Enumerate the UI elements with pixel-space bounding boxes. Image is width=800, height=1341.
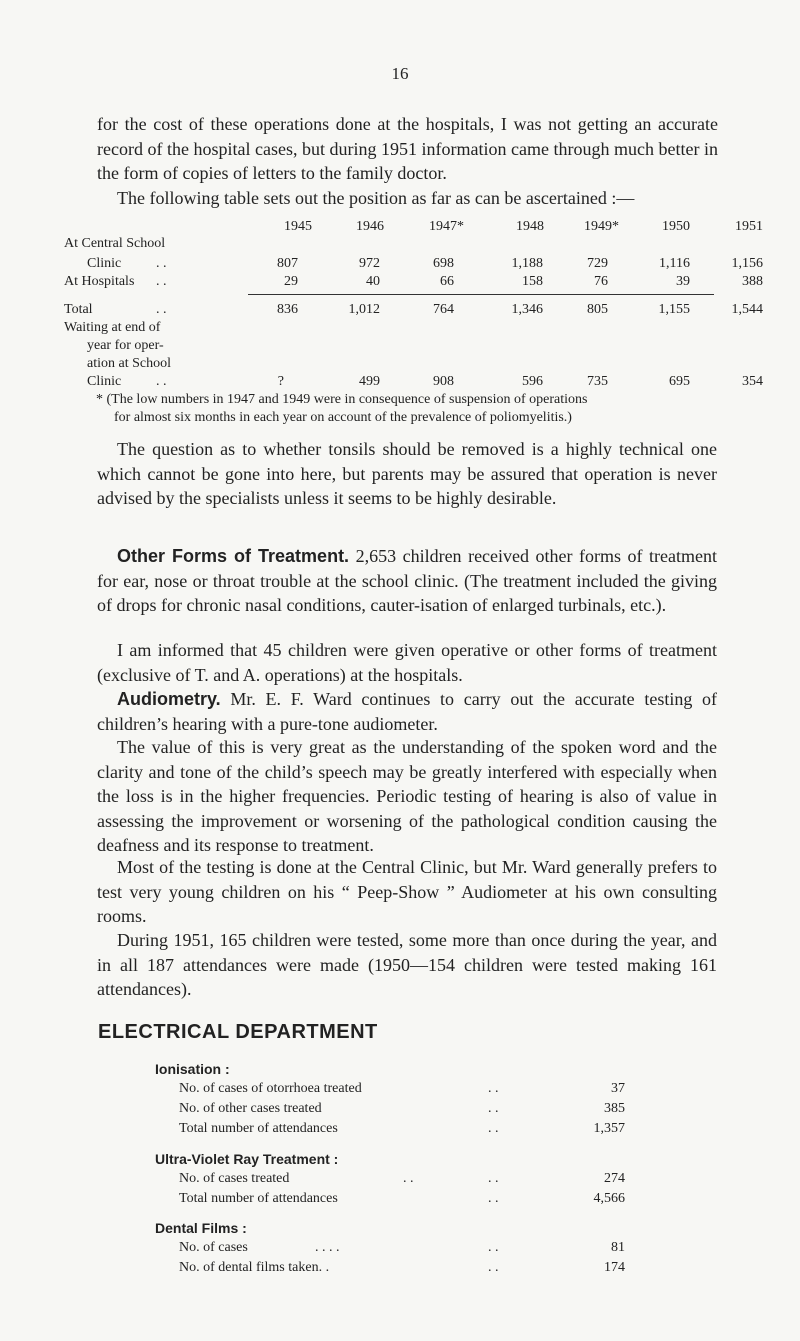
footnote-line: for almost six months in each year on account of the prevalence of poliomyelitis.) <box>114 410 572 425</box>
table-cell: 698 <box>433 256 454 271</box>
table-row-total <box>64 302 763 320</box>
table-divider <box>248 294 714 295</box>
testing-paragraph: Most of the testing is done at the Central Clinic, but Mr. Ward generally prefers to test very young children on his “ Peep-Show ” Audiometer at his own consulting rooms. <box>97 857 717 926</box>
stat-label: No. of cases <box>179 1240 248 1255</box>
row-label: Waiting at end of <box>64 320 161 335</box>
table-cell: 1,012 <box>348 302 380 317</box>
table-row-label <box>64 236 714 254</box>
audiometry-heading: Audiometry. <box>117 689 221 709</box>
stat-row <box>155 1260 625 1280</box>
year-header: 1946 <box>356 219 384 234</box>
stat-dots: . . . . <box>315 1240 340 1255</box>
year-header: 1951 <box>735 219 763 234</box>
ionisation-heading: Ionisation : <box>155 1061 230 1077</box>
electrical-stats <box>155 1061 625 1341</box>
stat-dots: . . <box>488 1240 499 1255</box>
table-cell: ? <box>277 374 284 389</box>
stat-value: 174 <box>604 1260 625 1275</box>
stat-label: No. of cases of otorrhoea treated <box>179 1081 362 1096</box>
stat-label: Total number of attendances <box>179 1121 338 1136</box>
table-cell: 354 <box>742 374 763 389</box>
table-row-label <box>64 356 714 374</box>
stat-dots: . . <box>488 1171 499 1186</box>
row-label: At Hospitals <box>64 274 135 289</box>
table-cell: 836 <box>277 302 298 317</box>
table-cell: 39 <box>676 274 690 289</box>
other-forms-paragraph <box>97 544 717 618</box>
stat-value: 1,357 <box>593 1121 625 1136</box>
year-header: 1950 <box>662 219 690 234</box>
stat-value: 81 <box>611 1240 625 1255</box>
table-cell: 1,544 <box>731 302 763 317</box>
audiometry-paragraph <box>97 687 717 736</box>
year-header: 1949* <box>584 219 619 234</box>
table-row-waiting <box>64 374 763 392</box>
table-cell: 29 <box>284 274 298 289</box>
table-cell: 158 <box>522 274 543 289</box>
row-label: ation at School <box>87 356 171 371</box>
table-footnote <box>96 391 720 427</box>
row-label: Clinic <box>87 374 122 389</box>
row-label: At Central School <box>64 236 166 251</box>
stat-dots: . . <box>488 1191 499 1206</box>
year-header: 1945 <box>284 219 312 234</box>
audiometry-text: Mr. E. F. Ward continues to carry out the accurate testing of children’s hearing with a pure-tone audiometer. <box>97 689 718 734</box>
table-cell: 805 <box>587 302 608 317</box>
stat-label: No. of cases treated <box>179 1171 290 1186</box>
stat-label: No. of other cases treated <box>179 1101 322 1116</box>
row-dots: . . <box>156 374 167 389</box>
table-cell: 807 <box>277 256 298 271</box>
stat-value: 4,566 <box>593 1191 625 1206</box>
table-cell: 1,155 <box>658 302 690 317</box>
table-cell: 499 <box>359 374 380 389</box>
table-cell: 1,188 <box>511 256 543 271</box>
table-row-label <box>64 320 714 338</box>
tonsils-paragraph: The question as to whether tonsils should be removed is a highly technical one which cannot be gone into here, but parents may be assured that operation is never advised by the specialists unless it seems to be highly desirable. <box>97 439 717 508</box>
stat-dots: . . <box>488 1101 499 1116</box>
page-number: 16 <box>391 64 409 83</box>
table-row-hospitals <box>64 274 763 292</box>
stat-row <box>155 1121 625 1141</box>
row-dots: . . <box>156 274 167 289</box>
table-row-label <box>64 338 714 356</box>
table-cell: 908 <box>433 374 454 389</box>
footnote-line: * (The low numbers in 1947 and 1949 were in consequence of suspension of operations <box>96 392 588 407</box>
table-row-central-clinic <box>64 256 763 274</box>
row-label: Clinic <box>87 256 122 271</box>
table-intro: The following table sets out the position as far as can be ascertained :— <box>117 188 635 208</box>
year-header: 1948 <box>516 219 544 234</box>
table-cell: 66 <box>440 274 454 289</box>
stat-value: 37 <box>611 1081 625 1096</box>
table-cell: 729 <box>587 256 608 271</box>
intro-paragraph: for the cost of these operations done at the hospitals, I was not getting an accurate record of the hospital cases, but during 1951 information came through much better in the form of copies of letters to the family doctor. <box>97 114 718 183</box>
stat-value: 274 <box>604 1171 625 1186</box>
stat-dots: . . <box>403 1171 414 1186</box>
table-cell: 596 <box>522 374 543 389</box>
row-dots: . . <box>156 302 167 317</box>
row-label: year for oper- <box>87 338 164 353</box>
electrical-department-title: ELECTRICAL DEPARTMENT <box>98 1021 378 1043</box>
table-cell: 735 <box>587 374 608 389</box>
table-cell: 764 <box>433 302 454 317</box>
table-cell: 1,156 <box>731 256 763 271</box>
stat-label: No. of dental films taken. . <box>179 1260 330 1275</box>
other-forms-heading: Other Forms of Treatment. <box>117 546 350 566</box>
during-paragraph: During 1951, 165 children were tested, some more than once during the year, and in all 187 attendances were made (1950—154 children were tested making 161 attendances). <box>97 930 717 999</box>
table-cell: 388 <box>742 274 763 289</box>
table-cell: 1,116 <box>659 256 690 271</box>
stat-row <box>155 1101 625 1121</box>
row-dots: . . <box>156 256 167 271</box>
row-label: Total <box>64 302 93 317</box>
stat-dots: . . <box>488 1260 499 1275</box>
table-cell: 76 <box>594 274 608 289</box>
stat-dots: . . <box>488 1121 499 1136</box>
table-header-row <box>64 219 763 237</box>
table-cell: 40 <box>366 274 380 289</box>
informed-paragraph: I am informed that 45 children were given operative or other forms of treatment (exclusive of T. and A. operations) at the hospitals. <box>97 640 717 685</box>
stat-label: Total number of attendances <box>179 1191 338 1206</box>
stat-value: 385 <box>604 1101 625 1116</box>
stat-row <box>155 1191 625 1211</box>
table-cell: 972 <box>359 256 380 271</box>
stat-row <box>155 1081 625 1101</box>
dental-heading: Dental Films : <box>155 1220 247 1236</box>
year-header: 1947* <box>429 219 464 234</box>
stat-row <box>155 1240 625 1260</box>
other-forms-text: 2,653 children received other forms of treatment for ear, nose or throat trouble at the school clinic. (The treatment included the giving of drops for chronic nasal conditions, cauter-isation of enlarged turbinals, etc.). <box>97 546 717 615</box>
table-cell: 695 <box>669 374 690 389</box>
stat-dots: . . <box>488 1081 499 1096</box>
stat-row <box>155 1171 625 1191</box>
table-cell: 1,346 <box>511 302 543 317</box>
value-paragraph: The value of this is very great as the understanding of the spoken word and the clarity and tone of the child’s speech may be greatly interfered with especially when the loss is in the higher frequencies. Periodic testing of hearing is also of value in assessing the improvement or worsening of the pathological condition causing the deafness and its response to treatment. <box>97 737 717 855</box>
ultraviolet-heading: Ultra-Violet Ray Treatment : <box>155 1151 339 1167</box>
